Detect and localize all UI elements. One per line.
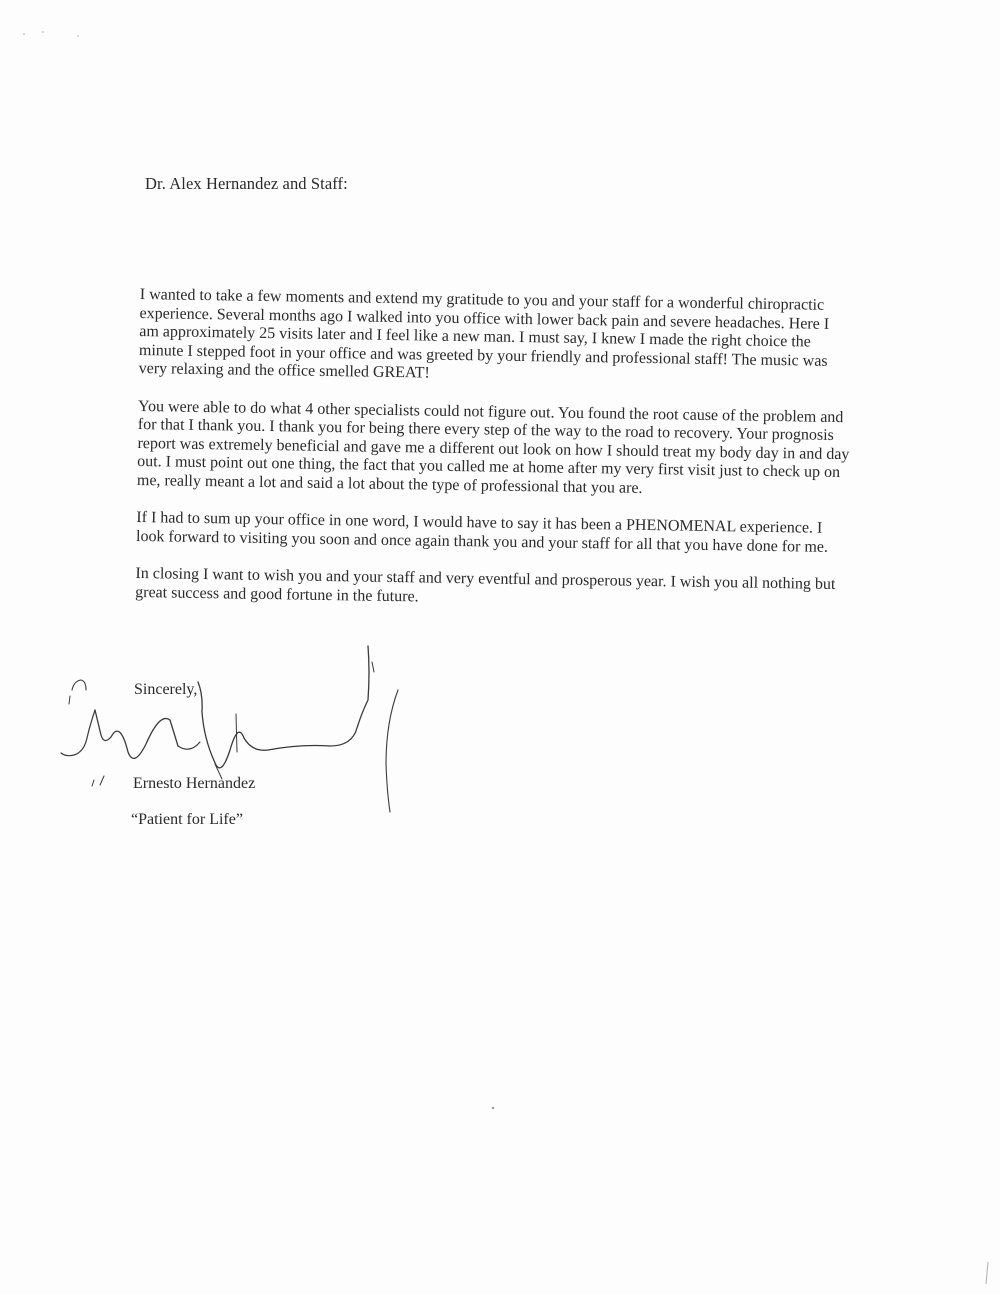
body-paragraph-4: In closing I want to wish you and your staff and very eventful and prosperous year. I wish you all nothing but great success and good fortune in the future. (135, 564, 836, 605)
closing: Sincerely, (134, 681, 198, 698)
body-paragraph-2: You were able to do what 4 other specialists could not figure out. You found the root cause of the problem and for that I thank you. I thank you for being there every step of the way to the road to recovery. Your prognosis report was extremely beneficial and gave me a different out look on how I should treat my body day in and day out. I must point out one thing, the fact that you called me at home after my very first visit just to check up on me, really meant a lot and said a lot about the type of professional that you are. (136, 397, 850, 497)
signer-name: Ernesto Hernandez (133, 775, 256, 792)
salutation: Dr. Alex Hernandez and Staff: (145, 174, 348, 193)
body-paragraph-1: I wanted to take a few moments and extend my gratitude to you and your staff for a wonderful chiropractic experience. Several months ago I walked into you office with lower back pain and severe headaches. Here I am approximately 25 visits later and I feel like a new man. I must say, I knew I made the right choice the minute I stepped foot in your office and was greeted by your friendly and professional staff! The music was very relaxing and the office smelled GREAT! (138, 286, 830, 382)
body-paragraph-3: If I had to sum up your office in one word, I would have to say it has been a PHENOMENAL experience. I look forward to visiting you soon and once again thank you and your staff for all that you have done for me. (135, 508, 829, 556)
signer-title: “Patient for Life” (131, 811, 243, 828)
letter-body (135, 286, 852, 632)
